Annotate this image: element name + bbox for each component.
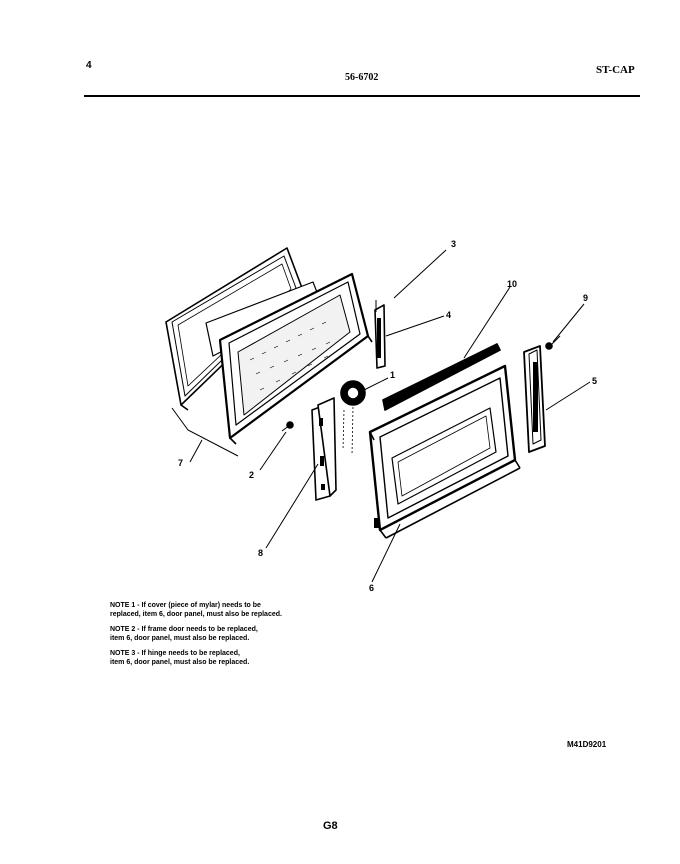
part-6-door-panel	[370, 366, 520, 538]
document-number: 56-6702	[345, 72, 379, 83]
callout-4: 4	[446, 310, 452, 320]
callout-8: 8	[258, 548, 264, 558]
callout-1: 1	[390, 370, 396, 380]
figure-code: M41D9201	[567, 740, 607, 749]
part-1-round-button	[341, 381, 365, 455]
callout-7: 7	[178, 458, 184, 468]
model-code: ST-CAP	[596, 64, 635, 76]
part-8-latch-bracket	[312, 398, 336, 500]
part-4-hinge	[375, 300, 385, 368]
part-2-screw	[282, 422, 293, 431]
callout-9: 9	[583, 293, 589, 303]
note-2: NOTE 2 - If frame door needs to be replaced, item 6, door panel, must also be replaced.	[110, 626, 258, 642]
callout-2: 2	[249, 470, 255, 480]
part-5-handle	[524, 346, 545, 452]
notes-block	[110, 601, 370, 673]
page-number: 4	[86, 60, 92, 71]
page-code: G8	[323, 820, 338, 832]
callout-6: 6	[369, 583, 375, 593]
part-9-screw	[546, 336, 560, 349]
callout-5: 5	[592, 376, 598, 386]
note-3: NOTE 3 - If hinge needs to be replaced, item 6, door panel, must also be replaced.	[110, 650, 250, 666]
callout-10: 10	[507, 279, 518, 289]
note-1: NOTE 1 - If cover (piece of mylar) needs to be replaced, item 6, door panel, must also be replaced.	[110, 602, 282, 618]
callout-3: 3	[451, 239, 457, 249]
